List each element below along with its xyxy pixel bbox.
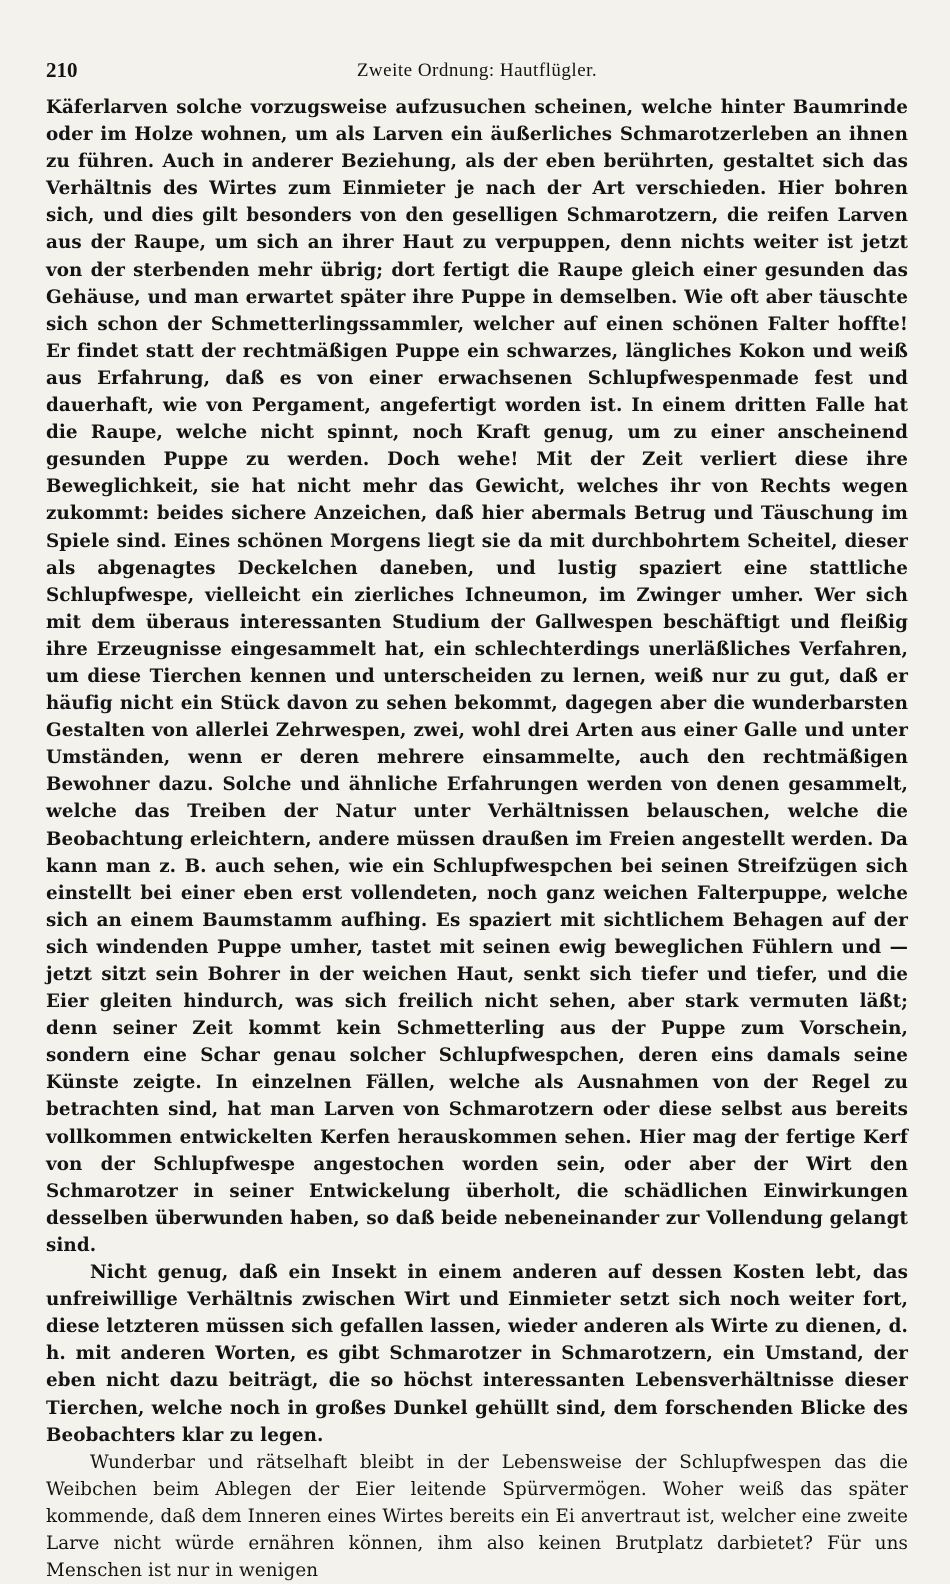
running-head: Zweite Ordnung: Hautflügler. — [356, 60, 598, 81]
body-text — [46, 94, 908, 1584]
paragraph-2: Nicht genug, daß ein Insekt in einem anderen auf dessen Kosten lebt, das unfreiwillige Verhältnis zwischen Wirt und Einmieter setzt sich noch weiter fort, diese letzteren müssen sich gefallen lassen, wieder anderen als Wirte zu dienen, d. h. mit anderen Worten, es gibt Schmarotzer in Schmarotzern, ein Umstand, der eben nicht dazu beiträgt, die so höchst interessanten Lebensverhältnisse dieser Tierchen, welche noch in großes Dunkel gehüllt sind, dem forschenden Blicke des Beobachters klar zu legen. — [46, 1262, 908, 1446]
paragraph-1: Käferlarven solche vorzugsweise aufzusuchen scheinen, welche hinter Baumrinde oder im Holze wohnen, um als Larven ein äußerliches Schmarotzerleben an ihnen zu führen. Auch in anderer Beziehung, als der eben berührten, gestaltet sich das Verhältnis des Wirtes zum Einmieter je nach der Art verschieden. Hier bohren sich, und dies gilt besonders von den geselligen Schmarotzern, die reifen Larven aus der Raupe, um sich an ihrer Haut zu verpuppen, denn nichts weiter ist jetzt von der sterbenden mehr übrig; dort fertigt die Raupe gleich einer gesunden das Gehäuse, und man erwartet später ihre Puppe in demselben. Wie oft aber täuschte sich schon der Schmetterlingssammler, welcher auf einen schönen Falter hoffte! Er findet statt der rechtmäßigen Puppe ein schwarzes, längliches Kokon und weiß aus Erfahrung, daß es von einer erwachsenen Schlupfwespenmade fest und dauerhaft, wie von Pergament, angefertigt worden ist. In einem dritten Falle hat die Raupe, welche nicht spinnt, noch Kraft genug, um zu einer anscheinend gesunden Puppe zu werden. Doch wehe! Mit der Zeit verliert diese ihre Beweglichkeit, sie hat nicht mehr das Gewicht, welches ihr von Rechts wegen zukommt: beides sichere Anzeichen, daß hier abermals Betrug und Täuschung im Spiele sind. Eines schönen Morgens liegt sie da mit durchbohrtem Scheitel, dieser als abgenagtes Deckelchen daneben, und lustig spaziert eine stattliche Schlupfwespe, vielleicht ein zierliches Ichneumon, im Zwinger umher. Wer sich mit dem überaus interessanten Studium der Gallwespen beschäftigt und fleißig ihre Erzeugnisse eingesammelt hat, ein schlechterdings unerläßliches Verfahren, um diese Tierchen kennen und unterscheiden zu lernen, weiß nur zu gut, daß er häufig nicht ein Stück davon zu sehen bekommt, dagegen aber die wunderbarsten Gestalten von allerlei Zehrwespen, zwei, wohl drei Arten aus einer Galle und unter Umständen, wenn er deren mehrere einsammelte, auch den rechtmäßigen Bewohner dazu. Solche und ähnliche Erfahrungen werden von denen gesammelt, welche das Treiben der Natur unter Verhältnissen belauschen, welche die Beobachtung erleichtern, andere müssen draußen im Freien angestellt werden. Da kann man z. B. auch sehen, wie ein Schlupfwespchen bei seinen Streifzügen sich einstellt bei einer eben erst vollendeten, noch ganz weichen Falterpuppe, welche sich an einem Baumstamm aufhing. Es spaziert mit sichtlichem Behagen auf der sich windenden Puppe umher, tastet mit seinen ewig beweglichen Fühlern und — jetzt sitzt sein Bohrer in der weichen Haut, senkt sich tiefer und tiefer, und die Eier gleiten hindurch, was sich freilich nicht sehen, aber stark vermuten läßt; denn seiner Zeit kommt kein Schmetterling aus der Puppe zum Vorschein, sondern eine Schar genau solcher Schlupfwespchen, deren eins damals seine Künste zeigte. In einzelnen Fällen, welche als Ausnahmen von der Regel zu betrachten sind, hat man Larven von Schmarotzern oder diese selbst aus bereits vollkommen entwickelten Kerfen herauskommen sehen. Hier mag der fertige Kerf von der Schlupfwespe angestochen worden sein, oder aber der Wirt den Schmarotzer in seiner Entwickelung überholt, die schädlichen Einwirkungen desselben überwunden haben, so daß beide nebeneinander zur Vollendung gelangt sind. — [46, 97, 908, 1256]
page-header — [46, 58, 908, 88]
page-number: 210 — [46, 58, 78, 82]
paragraph-3: Wunderbar und rätselhaft bleibt in der Lebensweise der Schlupfwespen das die Weibchen beim Ablegen der Eier leitende Spürvermögen. Woher weiß das später kommende, daß dem Inneren eines Wirtes bereits ein Ei anvertraut ist, welcher eine zweite Larve nicht würde ernähren können, ihm also keinen Brutplatz darbietet? Für uns Menschen ist nur in wenigen — [46, 1451, 908, 1582]
